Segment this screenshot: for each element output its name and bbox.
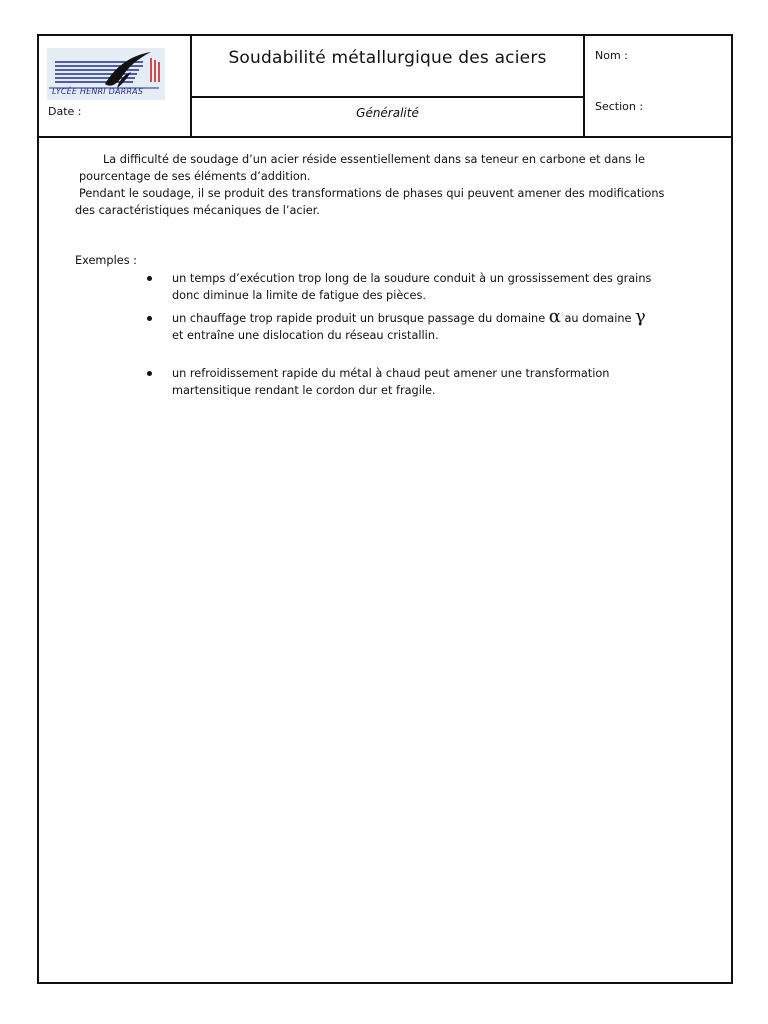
paragraph-2-line-2: des caractéristiques mécaniques de l’acier.: [75, 204, 320, 217]
list-item: [145, 270, 705, 304]
bullet-icon: [147, 276, 152, 281]
gamma-symbol: γ: [635, 306, 646, 327]
paragraph-2-line-1: Pendant le soudage, il se produit des transformations de phases qui peuvent amener des modifications: [79, 187, 665, 200]
example-2-line-1: [172, 306, 705, 327]
header-table: [37, 34, 733, 138]
example-2-text-a: un chauffage trop rapide produit un brusque passage du domaine: [172, 312, 549, 325]
example-2-line-2: et entraîne une dislocation du réseau cristallin.: [172, 329, 439, 342]
header-divider-right: [583, 34, 585, 136]
list-item: [145, 365, 705, 399]
document-title: Soudabilité métallurgique des aciers: [228, 48, 547, 68]
section-label: Section :: [595, 100, 644, 113]
document-subtitle: Généralité: [356, 106, 419, 120]
list-item: [145, 306, 705, 344]
bullet-icon: [147, 316, 152, 321]
date-label: Date :: [48, 105, 82, 118]
paragraph-1-line-1: La difficulté de soudage d’un acier réside essentiellement dans sa teneur en carbone et dans le: [103, 153, 645, 166]
intro-text: [75, 151, 705, 219]
name-label: Nom :: [595, 49, 628, 62]
school-logo: [47, 48, 165, 100]
examples-label: Exemples :: [75, 254, 137, 267]
example-1-line-1: un temps d’exécution trop long de la soudure conduit à un grossissement des grains: [172, 272, 652, 285]
header-divider-middle: [192, 96, 583, 98]
example-1-line-2: donc diminue la limite de fatigue des pièces.: [172, 289, 426, 302]
example-2-text-b: au domaine: [560, 312, 636, 325]
examples-list: [145, 270, 705, 399]
example-3-line-2: martensitique rendant le cordon dur et fragile.: [172, 384, 436, 397]
bullet-icon: [147, 371, 152, 376]
alpha-symbol: α: [548, 306, 561, 327]
paragraph-1-line-2: pourcentage de ses éléments d’addition.: [79, 170, 311, 183]
logo-text: LYCÉE HENRI DARRAS: [52, 87, 144, 96]
example-3-line-1: un refroidissement rapide du métal à chaud peut amener une transformation: [172, 367, 610, 380]
